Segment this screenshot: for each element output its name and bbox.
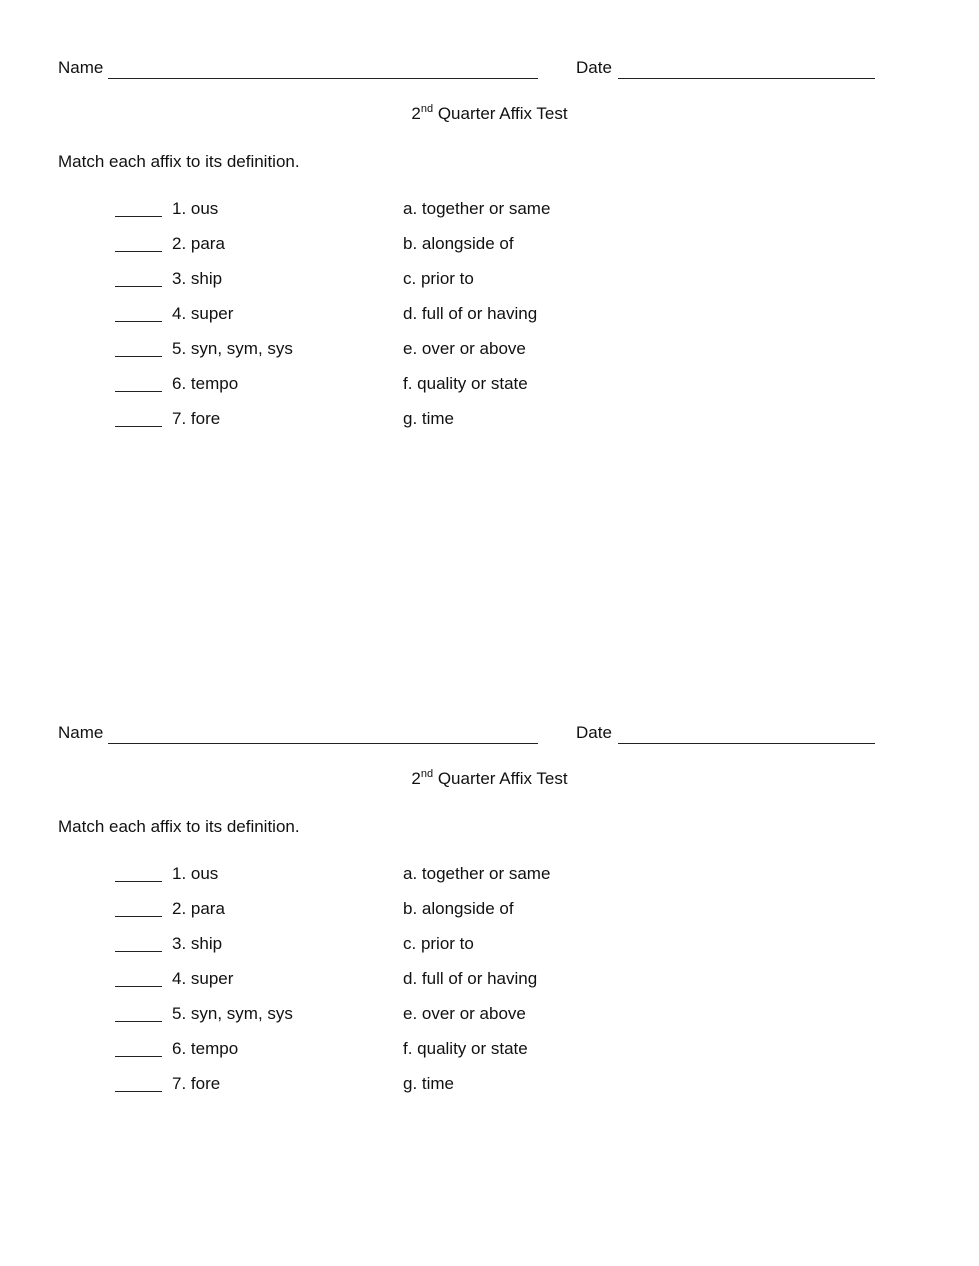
answer-blank[interactable] [115,1021,162,1022]
answer-blank[interactable] [115,1091,162,1092]
name-field[interactable] [108,78,538,79]
title-ordinal-suffix: nd [420,103,434,115]
date-label: Date [576,723,612,742]
definition-item: e. over or above [403,339,526,358]
answer-blank[interactable] [115,321,162,322]
affix-item: 6. tempo [172,1039,239,1058]
affix-item: 2. para [172,899,225,918]
definition-item: c. prior to [403,269,474,288]
matching-list [0,199,979,444]
title-number: 2 [411,104,421,123]
definition-item: f. quality or state [403,374,528,393]
affix-item: 7. fore [172,1074,221,1093]
affix-item: 1. ous [172,864,219,883]
date-field[interactable] [618,743,875,744]
answer-blank[interactable] [115,356,162,357]
answer-blank[interactable] [115,1056,162,1057]
definition-item: d. full of or having [403,969,538,988]
affix-item: 3. ship [172,269,223,288]
title-number: 2 [411,769,421,788]
header-row [58,58,888,82]
matching-row [0,269,979,304]
answer-blank[interactable] [115,916,162,917]
matching-row [0,304,979,339]
answer-blank[interactable] [115,286,162,287]
answer-blank[interactable] [115,951,162,952]
answer-blank[interactable] [115,881,162,882]
affix-item: 3. ship [172,934,223,953]
instructions: Match each affix to its definition. [58,817,300,836]
matching-row [0,339,979,374]
answer-blank[interactable] [115,391,162,392]
affix-item: 5. syn, sym, sys [172,1004,293,1023]
matching-row [0,1004,979,1039]
answer-blank[interactable] [115,216,162,217]
title-ordinal-suffix: nd [420,768,434,780]
matching-row [0,409,979,444]
matching-row [0,899,979,934]
definition-item: e. over or above [403,1004,526,1023]
header-row [58,723,888,747]
answer-blank[interactable] [115,251,162,252]
affix-item: 4. super [172,304,234,323]
definition-item: b. alongside of [403,899,514,918]
definition-item: a. together or same [403,199,551,218]
definition-item: d. full of or having [403,304,538,323]
date-field[interactable] [618,78,875,79]
title-text: Quarter Affix Test [433,769,568,788]
answer-blank[interactable] [115,426,162,427]
matching-row [0,234,979,269]
title-text: Quarter Affix Test [433,104,568,123]
matching-row [0,1074,979,1109]
matching-row [0,864,979,899]
name-label: Name [58,58,104,77]
affix-item: 5. syn, sym, sys [172,339,293,358]
date-label: Date [576,58,612,77]
instructions: Match each affix to its definition. [58,152,300,171]
affix-item: 1. ous [172,199,219,218]
affix-item: 7. fore [172,409,221,428]
definition-item: g. time [403,409,455,428]
definition-item: c. prior to [403,934,474,953]
affix-item: 2. para [172,234,225,253]
answer-blank[interactable] [115,986,162,987]
matching-row [0,934,979,969]
definition-item: f. quality or state [403,1039,528,1058]
affix-item: 4. super [172,969,234,988]
matching-list [0,864,979,1109]
quiz-section-top [0,0,979,428]
page-title [0,769,979,789]
matching-row [0,199,979,234]
definition-item: g. time [403,1074,455,1093]
quiz-section-bottom [0,665,979,1093]
matching-row [0,1039,979,1074]
affix-item: 6. tempo [172,374,239,393]
matching-row [0,374,979,409]
matching-row [0,969,979,1004]
name-field[interactable] [108,743,538,744]
page-title [0,104,979,124]
definition-item: a. together or same [403,864,551,883]
name-label: Name [58,723,104,742]
definition-item: b. alongside of [403,234,514,253]
